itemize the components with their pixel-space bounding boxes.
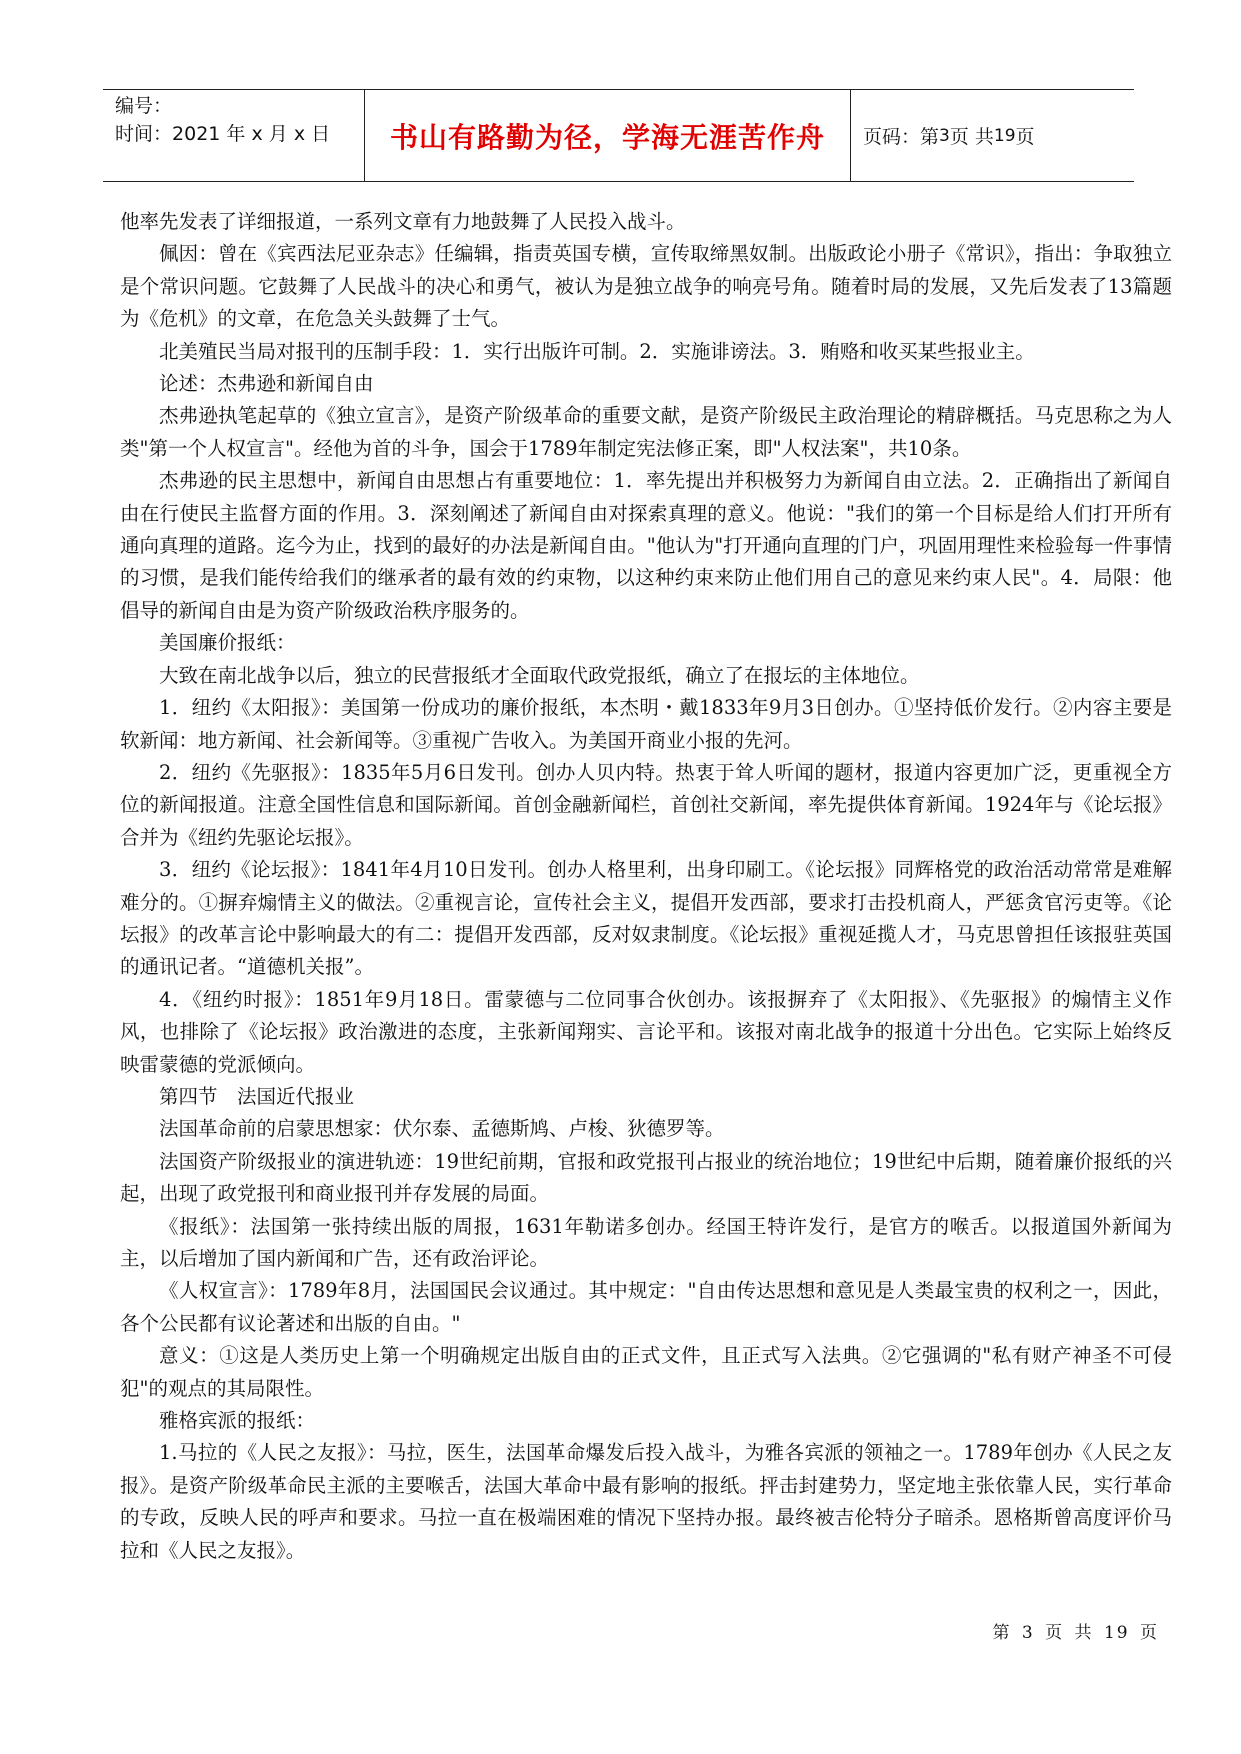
page-footer: 第 3 页 共 19 页 <box>992 1623 1159 1643</box>
page-suffix: 页 <box>1015 126 1035 148</box>
year-unit: 年 <box>226 123 246 145</box>
page-total: 19 <box>993 125 1016 146</box>
header-info-cell <box>103 90 364 181</box>
day-unit: 日 <box>311 123 331 145</box>
body-paragraph: 意义：①这是人类历史上第一个明确规定出版自由的正式文件，且正式写入法典。②它强调的"私有财产神圣不可侵犯"的观点的其局限性。 <box>120 1344 1172 1400</box>
body-paragraph: 杰弗逊的民主思想中，新闻自由思想占有重要地位：1．率先提出并积极努力为新闻自由立法。2．正确指出了新闻自由在行使民主监督方面的作用。3．深刻阐述了新闻自由对探索真理的意义。他说："我们的第一个目标是给人们打开所有通向真理的道路。迄今为止，找到的最好的办法是新闻自由。"他认为"打开通向直理的门户，巩固用理性来检验每一件事情的习惯，是我们能传给我们的继承者的最有效的约束物，以这种约束来防止他们用自己的意见来约束人民"。4．局限：他倡导的新闻自由是为资产阶级政治秩序服务的。 <box>120 469 1172 622</box>
body-paragraph: 1.马拉的《人民之友报》：马拉，医生，法国革命爆发后投入战斗，为雅各宾派的领袖之一。1789年创办《人民之友报》。是资产阶级革命民主派的主要喉舌，法国大革命中最有影响的报纸。抨击封建势力，坚定地主张依靠人民，实行革命的专政，反映人民的呼声和要求。马拉一直在极端困难的情况下坚持办报。最终被吉伦特分子暗杀。恩格斯曾高度评价马拉和《人民之友报》。 <box>120 1441 1172 1562</box>
page-prefix: 页码：第 <box>863 126 940 148</box>
date-line <box>115 120 364 148</box>
page-current: 3 <box>939 125 950 146</box>
body-paragraph: 北美殖民当局对报刊的压制手段：1．实行出版许可制。2．实施诽谤法。3．贿赂和收买某些报业主。 <box>159 339 1035 363</box>
section-heading: 雅格宾派的报纸： <box>159 1409 316 1433</box>
body-paragraph: 《报纸》：法国第一张持续出版的周报，1631年勒诺多创办。经国王特许发行，是官方的喉舌。以报道国外新闻为主，以后增加了国内新闻和广告，还有政治评论。 <box>120 1214 1172 1270</box>
body-paragraph: 杰弗逊执笔起草的《独立宣言》，是资产阶级革命的重要文献，是资产阶级民主政治理论的精辟概括。马克思称之为人类"第一个人权宣言"。经他为首的斗争，国会于1789年制定宪法修正案，即"人权法案"，共10条。 <box>120 404 1172 460</box>
body-paragraph: 3．纽约《论坛报》：1841年4月10日发刊。创办人格里利，出身印刷工。《论坛报》同辉格党的政治活动常常是难解难分的。①摒弃煽情主义的做法。②重视言论，宣传社会主义，提倡开发西部，要求打击投机商人，严惩贪官污吏等。《论坛报》的改革言论中影响最大的有二：提倡开发西部，反对奴隶制度。《论坛报》重视延揽人才，马克思曾担任该报驻英国的通讯记者。“道德机关报”。 <box>120 858 1172 979</box>
motto-cell <box>364 90 851 181</box>
page-middle: 页 共 <box>949 126 994 148</box>
day-value: x <box>293 123 306 145</box>
body-paragraph: 佩因：曾在《宾西法尼亚杂志》任编辑，指责英国专横，宣传取缔黑奴制。出版政论小册子《常识》，指出：争取独立是个常识问题。它鼓舞了人民战斗的决心和勇气，被认为是独立战争的响亮号角。随着时局的发展，又先后发表了13篇题为《危机》的文章，在危急关头鼓舞了士气。 <box>120 242 1172 331</box>
motto-text: 书山有路勤为径，学海无涯苦作舟 <box>389 120 825 154</box>
body-paragraph: 大致在南北战争以后，独立的民营报纸才全面取代政党报纸，确立了在报坛的主体地位。 <box>159 663 920 687</box>
header-table <box>103 89 1134 182</box>
body-paragraph: 4．《纽约时报》：1851年9月18日。雷蒙德与二位同事合伙创办。该报摒弃了《太阳报》、《先驱报》的煽情主义作风，也排除了《论坛报》政治激进的态度，主张新闻翔实、言论平和。该报对南北战争的报道十分出色。它实际上始终反映雷蒙德的党派倾向。 <box>120 987 1172 1076</box>
year-value: 2021 <box>172 123 221 145</box>
section-heading: 美国廉价报纸： <box>159 631 296 655</box>
section-heading: 论述：杰弗逊和新闻自由 <box>159 372 374 396</box>
body-paragraph: 法国革命前的启蒙思想家：伏尔泰、孟德斯鸠、卢梭、狄德罗等。 <box>159 1117 725 1141</box>
time-label: 时间： <box>115 123 173 145</box>
month-unit: 月 <box>268 123 288 145</box>
month-value: x <box>251 123 263 145</box>
chapter-heading: 第四节 法国近代报业 <box>159 1084 355 1108</box>
body-paragraph: 法国资产阶级报业的演进轨迹：19世纪前期，官报和政党报刊占报业的统治地位；19世纪中后期，随着廉价报纸的兴起，出现了政党报刊和商业报刊并存发展的局面。 <box>120 1149 1172 1206</box>
body-paragraph: 《人权宣言》：1789年8月，法国国民会议通过。其中规定："自由传达思想和意见是人类最宝贵的权利之一，因此，各个公民都有议论著述和出版的自由。" <box>120 1279 1172 1335</box>
document-body <box>120 206 1172 1567</box>
body-paragraph: 他率先发表了详细报道，一系列文章有力地鼓舞了人民投入战斗。 <box>120 210 686 233</box>
body-paragraph: 2．纽约《先驱报》：1835年5月6日发刊。创办人贝内特。热衷于耸人听闻的题材，报道内容更加广泛，更重视全方位的新闻报道。注意全国性信息和国际新闻。首创金融新闻栏，首创社交新闻，率先提供体育新闻。1924年与《论坛报》合并为《纽约先驱论坛报》。 <box>120 760 1172 849</box>
body-paragraph: 1．纽约《太阳报》：美国第一份成功的廉价报纸，本杰明・戴1833年9月3日创办。①坚持低价发行。②内容主要是软新闻：地方新闻、社会新闻等。③重视广告收入。为美国开商业小报的先河。 <box>120 696 1172 752</box>
page-number-cell <box>851 90 1134 181</box>
serial-number-label: 编号： <box>115 95 173 117</box>
